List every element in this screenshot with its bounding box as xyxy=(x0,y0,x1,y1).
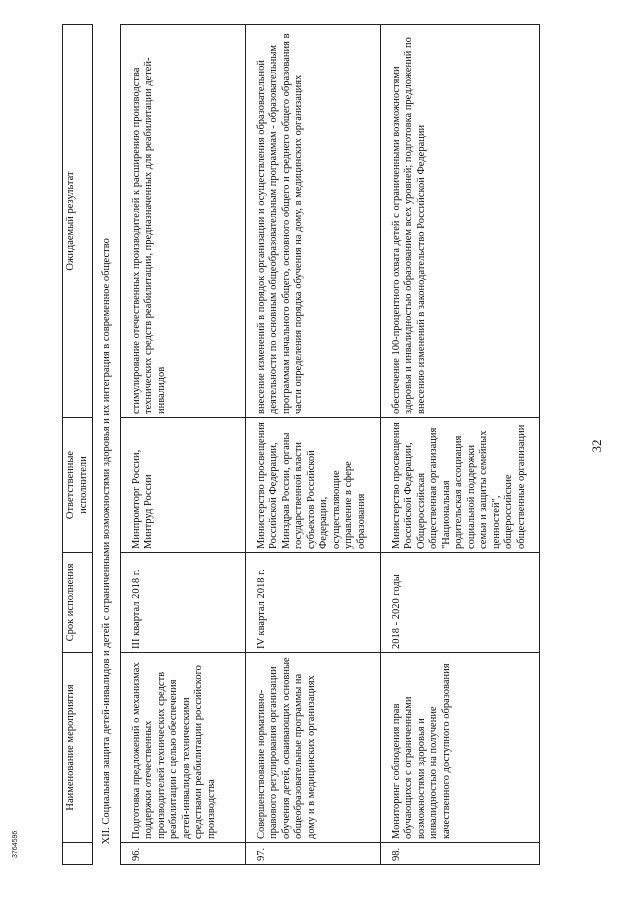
row-name: Совершенствование нормативно-правового регулирования организации обучения детей, осваивающих основные общеобразовательные программы на дому и в медицинских организациях xyxy=(245,653,380,843)
row-name: Подготовка предложений о механизмах поддержки отечественных производителей технических средств реабилитации с целью обеспечения детей-инвалидов техническими средствами реабилитации российского производства xyxy=(120,653,245,843)
row-number: 97. xyxy=(245,843,380,865)
row-number: 98. xyxy=(380,843,539,865)
rotated-table-container xyxy=(62,25,567,865)
header-executors: Ответственные исполнители xyxy=(63,418,93,553)
section-title: XII. Социальная защита детей-инвалидов и детей с ограниченными возможностями здоровья и их интеграция в современное общество xyxy=(93,25,121,865)
row-executors: Министерство просвещения Российской Федерации, Общероссийская общественная организация "Национальная родительская ассоциация социальной поддержки семьи и защиты семейных ценностей", общероссийские общественные организации xyxy=(380,418,539,553)
table-row xyxy=(120,25,245,865)
row-term: III квартал 2018 г. xyxy=(120,553,245,653)
row-executors: Министерство просвещения Российской Федерации, Минздрав России, органы государственной власти субъектов Российской Федерации, осуществляющие управление в сфере образования xyxy=(245,418,380,553)
row-result: стимулирование отечественных производителей к расширению производства технических средств реабилитации, предназначенных для реабилитации детей-инвалидов xyxy=(120,25,245,418)
row-executors: Минпромторг России, Минтруд России xyxy=(120,418,245,553)
page-number: 32 xyxy=(589,439,604,453)
header-term: Срок исполнения xyxy=(63,553,93,653)
table-row xyxy=(380,25,539,865)
header-result: Ожидаемый результат xyxy=(63,25,93,418)
header-name: Наименование мероприятия xyxy=(63,653,93,843)
row-number: 96. xyxy=(120,843,245,865)
table-row xyxy=(245,25,380,865)
row-result: внесение изменений в порядок организации и осуществления образовательной деятельности по основным общеобразовательным программам - образовательным программам начального общего, основного общего и среднего общего образования в части определения порядка обучения на дому, в медицинских организациях xyxy=(245,25,380,418)
document-id: 3764596 xyxy=(12,830,19,858)
header-number xyxy=(63,843,93,865)
row-term: IV квартал 2018 г. xyxy=(245,553,380,653)
row-name: Мониторинг соблюдения прав обучающихся с ограниченными возможностями здоровья и инвалидностью на получение качественного доступного образования xyxy=(380,653,539,843)
measures-table xyxy=(62,24,540,865)
table-header-row xyxy=(63,25,93,865)
row-result: обеспечение 100-процентного охвата детей с ограниченными возможностями здоровья и инвалидностью образованием всех уровней; подготовка предложений по внесению изменений в законодательство Российской Федерации xyxy=(380,25,539,418)
section-row xyxy=(93,25,121,865)
row-term: 2018 - 2020 годы xyxy=(380,553,539,653)
